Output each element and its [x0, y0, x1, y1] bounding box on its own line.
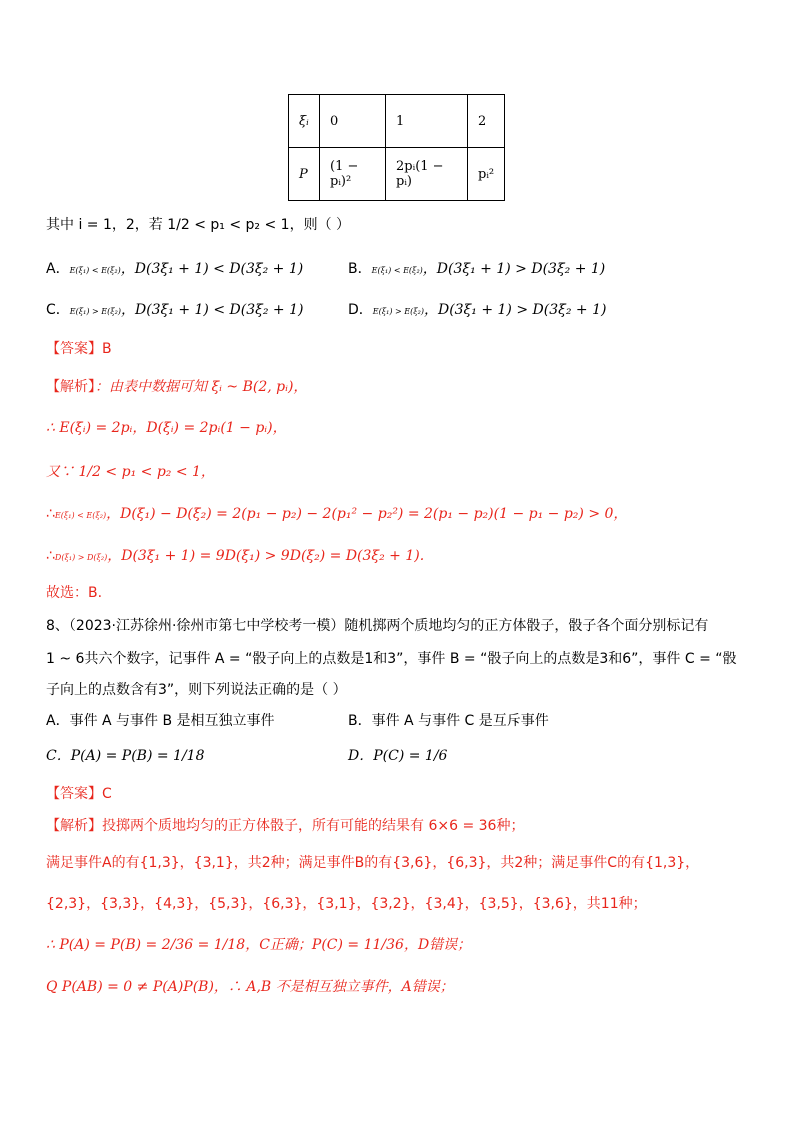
analysis-tag: 【解析】 [46, 379, 95, 395]
option-math: ，D(3ξ₁ + 1) < D(3ξ₂ + 1) [120, 302, 304, 318]
table-cell: 1 [386, 95, 468, 148]
q8-analysis-line [46, 815, 524, 835]
analysis-tag: 【解析】 [46, 818, 102, 834]
answer-tag: 【答案】 [46, 341, 102, 357]
table-row [289, 95, 505, 148]
option-math: ，D(3ξ₁ + 1) < D(3ξ₂ + 1) [120, 261, 304, 277]
q8-option-a: A．事件 A 与事件 B 是相互独立事件 [46, 713, 275, 729]
q8-stem-line: 子向上的点数含有3”，则下列说法正确的是（ ） [46, 682, 347, 698]
analysis-small-math: E(ξ₁) < E(ξ₂) [54, 511, 107, 520]
answer-tag: 【答案】 [46, 786, 102, 802]
table-cell: 2pᵢ(1 − pᵢ) [386, 148, 468, 201]
q7-answer [46, 338, 112, 358]
table-cell: (1 − pᵢ)² [320, 148, 386, 201]
analysis-text: ：由表中数据可知 ξᵢ ~ B(2, pᵢ)， [95, 379, 308, 395]
option-small-math: E(ξ₁) > E(ξ₂) [372, 307, 424, 316]
q8-stem-line: 1 ~ 6共六个数字，记事件 A = “骰子向上的点数是1和3”，事件 B = “骰子向上的点数是3和6”，事件 C = “骰 [46, 651, 737, 667]
q8-analysis-line: {2,3}，{3,3}，{4,3}，{5,3}，{6,3}，{3,1}，{3,2}，{3,4}，{3,5}，{3,6}，共11种； [46, 896, 647, 912]
analysis-text: ，D(ξ₁) − D(ξ₂) = 2(p₁ − p₂) − 2(p₁² − p₂²) = 2(p₁ − p₂)(1 − p₁ − p₂) > 0， [106, 506, 628, 522]
option-math: ，D(3ξ₁ + 1) > D(3ξ₂ + 1) [422, 261, 606, 277]
option-small-math: E(ξ₁) > E(ξ₂) [69, 307, 121, 316]
q7-analysis-line [46, 376, 307, 396]
table-cell: P [289, 148, 320, 201]
table-row [289, 148, 505, 201]
q7-option-d [348, 299, 606, 319]
q7-option-a [46, 258, 303, 278]
q8-analysis-line: ∴ P(A) = P(B) = 2/36 = 1/18，C正确；P(C) = 11/36，D错误； [46, 937, 472, 953]
option-small-math: E(ξ₁) < E(ξ₂) [69, 266, 121, 275]
option-math: ，D(3ξ₁ + 1) > D(3ξ₂ + 1) [423, 302, 607, 318]
answer-value: B [102, 341, 112, 357]
q7-stem: 其中 i = 1，2，若 1/2 < p₁ < p₂ < 1，则（ ） [46, 217, 351, 233]
q8-answer [46, 783, 112, 803]
q8-analysis-line: 满足事件A的有{1,3}，{3,1}，共2种；满足事件B的有{3,6}，{6,3}，共2种；满足事件C的有{1,3}， [46, 855, 700, 871]
table-cell: pᵢ² [468, 148, 505, 201]
q7-option-b [348, 258, 605, 278]
q8-option-d: D．P(C) = 1/6 [348, 748, 448, 764]
distribution-table [288, 94, 505, 201]
q7-analysis-line [46, 503, 627, 523]
option-label: D． [348, 302, 373, 318]
analysis-small-math: D(ξ₁) > D(ξ₂) [54, 553, 108, 562]
q7-analysis-line: ∴ E(ξᵢ) = 2pᵢ，D(ξᵢ) = 2pᵢ(1 − pᵢ)， [46, 420, 287, 436]
option-small-math: E(ξ₁) < E(ξ₂) [371, 266, 423, 275]
q7-conclusion: 故选：B. [46, 585, 103, 601]
analysis-text: ，D(3ξ₁ + 1) = 9D(ξ₁) > 9D(ξ₂) = D(3ξ₂ + 1). [107, 548, 425, 564]
table-cell: ξᵢ [289, 95, 320, 148]
q8-option-b: B．事件 A 与事件 C 是互斥事件 [348, 713, 549, 729]
option-label: C． [46, 302, 70, 318]
option-label: B． [348, 261, 372, 277]
table-cell: 2 [468, 95, 505, 148]
analysis-prefix: ∴ [46, 548, 55, 564]
table-cell: 0 [320, 95, 386, 148]
analysis-prefix: ∴ [46, 506, 55, 522]
q7-analysis-line: 又∵ 1/2 < p₁ < p₂ < 1， [46, 464, 215, 480]
q8-option-c: C．P(A) = P(B) = 1/18 [46, 748, 205, 764]
option-label: A． [46, 261, 70, 277]
answer-value: C [102, 786, 112, 802]
q8-analysis-line: Q P(AB) = 0 ≠ P(A)P(B)，∴ A,B 不是相互独立事件，A错误； [46, 979, 454, 995]
q8-stem-line: 8、（2023·江苏徐州·徐州市第七中学校考一模）随机掷两个质地均匀的正方体骰子，骰子各个面分别标记有 [46, 618, 709, 634]
q7-analysis-line [46, 545, 424, 565]
q7-option-c [46, 299, 303, 319]
analysis-text: 投掷两个质地均匀的正方体骰子，所有可能的结果有 6×6 = 36种； [102, 818, 525, 834]
